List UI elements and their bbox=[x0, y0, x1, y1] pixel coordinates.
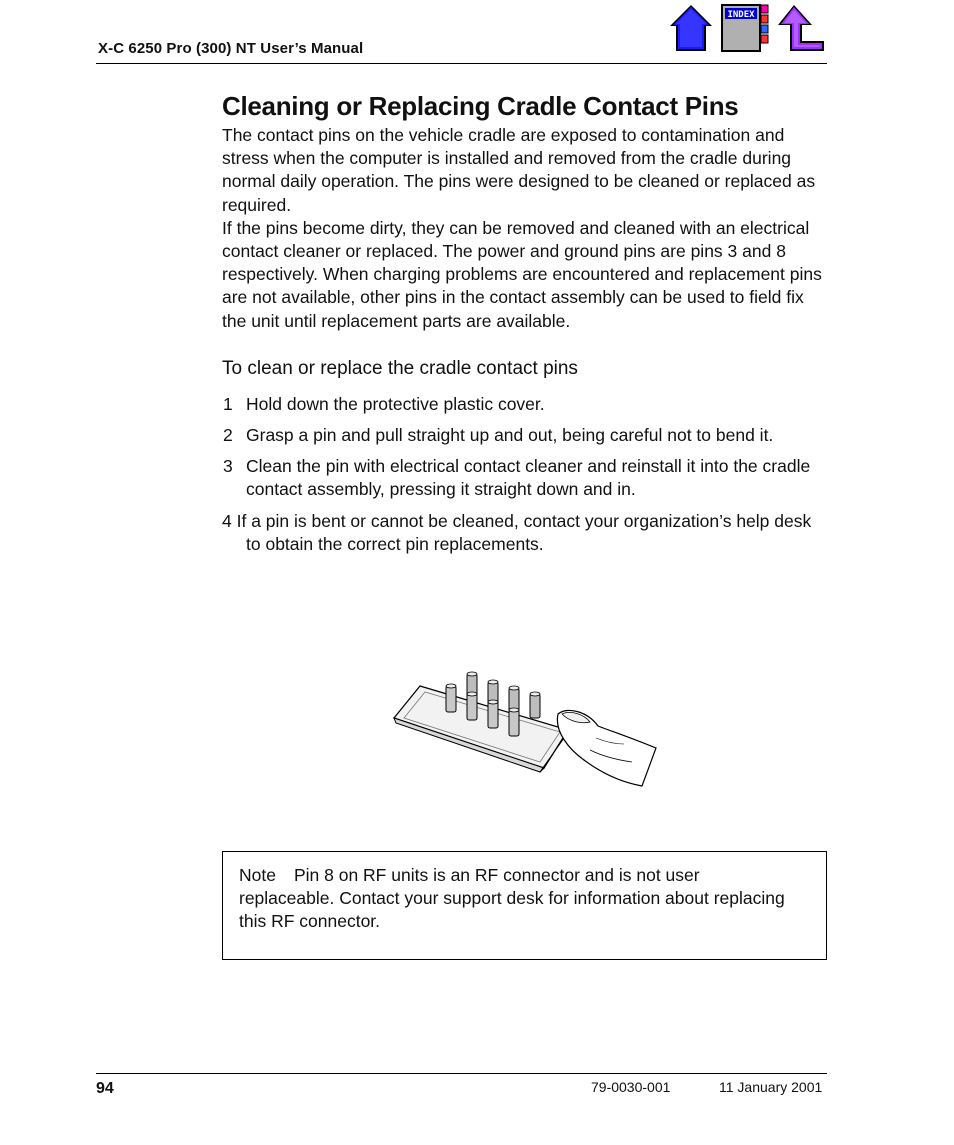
note-text-block bbox=[239, 864, 799, 934]
document-date: 11 January 2001 bbox=[719, 1079, 823, 1095]
step-text: Hold down the protective plastic cover. bbox=[246, 393, 545, 414]
main-content bbox=[222, 88, 827, 564]
list-item bbox=[222, 393, 827, 416]
step-text: Clean the pin with electrical contact cleaner and reinstall it into the cradle contact assembly, pressing it straight down and in. bbox=[246, 456, 811, 500]
footer-rule bbox=[96, 1073, 827, 1074]
step-number: 4 bbox=[222, 510, 232, 531]
back-arrow-icon[interactable] bbox=[776, 3, 826, 53]
procedure-title: To clean or replace the cradle contact pins bbox=[222, 357, 578, 379]
list-item bbox=[222, 455, 827, 501]
step-number: 2 bbox=[223, 425, 233, 446]
cradle-contact-pins-illustration bbox=[392, 668, 662, 790]
step-number: 1 bbox=[223, 393, 233, 414]
paragraph-dirty-pins: If the pins become dirty, they can be removed and cleaned with an electrical contact cleaner or replaced. The power and ground pins are pins 3 and 8 respectively. When charging problems are encountered and replacement pins are not available, other pins in the contact assembly can be used to field fix the unit until replacement parts are available. bbox=[222, 217, 822, 331]
document-id: 79-0030-001 bbox=[591, 1079, 671, 1095]
list-item bbox=[222, 424, 827, 447]
note-box bbox=[222, 851, 827, 960]
note-text: Pin 8 on RF units is an RF connector and is not user replaceable. Contact your support desk for information about replacing this RF connector. bbox=[239, 865, 785, 932]
running-header-title: X-C 6250 Pro (300) NT User’s Manual bbox=[98, 40, 364, 57]
page-number: 94 bbox=[96, 1080, 114, 1097]
procedure-steps bbox=[222, 393, 827, 556]
step-text: Grasp a pin and pull straight up and out, being careful not to bend it. bbox=[246, 425, 774, 446]
index-icon bbox=[720, 3, 770, 53]
header-rule bbox=[96, 63, 827, 64]
paragraph-intro: The contact pins on the vehicle cradle are exposed to contamination and stress when the computer is installed and removed from the cradle during normal daily operation. The pins were designed to be cleaned or replaced as required. bbox=[222, 125, 816, 215]
home-icon[interactable] bbox=[668, 3, 714, 53]
list-item bbox=[222, 510, 827, 556]
step-text: If a pin is bent or cannot be cleaned, contact your organization’s help desk to obtain the correct pin replacements. bbox=[236, 510, 812, 554]
step-number: 3 bbox=[223, 456, 233, 477]
page-title: Cleaning or Replacing Cradle Contact Pins bbox=[222, 91, 739, 121]
note-label: Note bbox=[239, 865, 276, 885]
index-icon-label: INDEX bbox=[727, 10, 755, 20]
index-button[interactable] bbox=[720, 3, 770, 53]
